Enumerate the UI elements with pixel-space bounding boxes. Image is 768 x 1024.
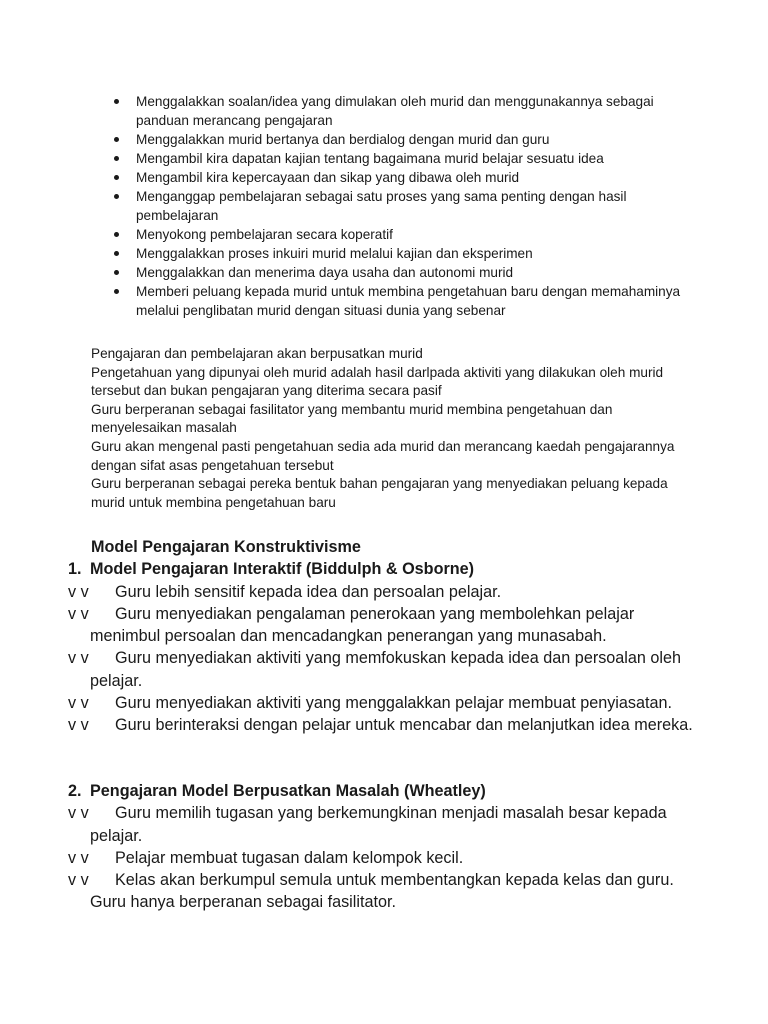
v-item xyxy=(68,581,708,603)
v-item xyxy=(68,869,708,914)
v-item-text: Guru menyediakan pengalaman penerokaan yang membolehkan pelajar menimbul persoalan dan mencadangkan penerangan yang munasabah. xyxy=(90,604,635,646)
bullet-item xyxy=(112,282,692,320)
bullet-text: Menggalakkan dan menerima daya usaha dan autonomi murid xyxy=(136,265,514,280)
bullet-list xyxy=(112,92,692,320)
v-marker-icon: v v xyxy=(68,582,89,601)
bullet-dot-icon xyxy=(114,175,119,180)
bullet-item xyxy=(112,244,692,263)
v-marker-icon: v v xyxy=(68,848,89,867)
bullet-text: Memberi peluang kepada murid untuk membina pengetahuan baru dengan memahaminya melalui penglibatan murid dengan situasi dunia yang sebenar xyxy=(136,284,681,318)
v-marker-icon: v v xyxy=(68,604,89,623)
bullet-text: Mengambil kira dapatan kajian tentang bagaimana murid belajar sesuatu idea xyxy=(136,151,604,166)
paragraph: Guru berperanan sebagai fasilitator yang membantu murid membina pengetahuan dan menyelesaikan masalah xyxy=(91,401,613,436)
v-item-text: Guru berinteraksi dengan pelajar untuk mencabar dan melanjutkan idea mereka. xyxy=(115,716,693,735)
bullet-text: Menggalakkan murid bertanya dan berdialog dengan murid dan guru xyxy=(136,132,550,147)
paragraph: Pengajaran dan pembelajaran akan berpusatkan murid xyxy=(91,346,423,361)
v-item-text: Kelas akan berkumpul semula untuk membentangkan kepada kelas dan guru. Guru hanya berperanan sebagai fasilitator. xyxy=(90,871,674,912)
paragraph: Guru akan mengenal pasti pengetahuan sedia ada murid dan merancang kaedah pengajarannya dengan sifat asas pengetahuan tersebut xyxy=(91,438,675,473)
bullet-item xyxy=(112,92,692,130)
bullet-dot-icon xyxy=(114,194,119,199)
section-subtitle-text: Model Pengajaran Interaktif (Biddulph & Osborne) xyxy=(90,560,475,579)
section-title: Model Pengajaran Konstruktivisme xyxy=(91,538,361,556)
v-item-text: Guru menyediakan aktiviti yang memfokuskan kepada idea dan persoalan oleh pelajar. xyxy=(90,649,682,690)
bullet-item xyxy=(112,168,692,187)
v-item-text: Guru menyediakan aktiviti yang menggalakkan pelajar membuat penyiasatan. xyxy=(115,694,672,713)
v-item xyxy=(68,647,708,692)
bullet-item xyxy=(112,187,692,225)
v-item-text: Pelajar membuat tugasan dalam kelompok kecil. xyxy=(115,848,464,867)
bullet-dot-icon xyxy=(114,232,119,237)
v-item-text: Guru lebih sensitif kepada idea dan persoalan pelajar. xyxy=(115,582,502,601)
bullet-dot-icon xyxy=(114,99,119,104)
paragraph-block xyxy=(91,345,691,512)
section-problem-centered-model xyxy=(68,780,708,914)
section-subtitle xyxy=(68,558,708,580)
bullet-item xyxy=(112,263,692,282)
v-marker-icon: v v xyxy=(68,871,89,890)
section-subtitle xyxy=(68,780,708,802)
bullet-dot-icon xyxy=(114,137,119,142)
section-number: 2. xyxy=(68,782,82,800)
v-item xyxy=(68,714,708,736)
bullet-dot-icon xyxy=(114,270,119,275)
bullet-text: Mengambil kira kepercayaan dan sikap yang dibawa oleh murid xyxy=(136,170,520,185)
v-item-text: Guru memilih tugasan yang berkemungkinan menjadi masalah besar kepada pelajar. xyxy=(90,804,667,845)
paragraph: Pengetahuan yang dipunyai oleh murid adalah hasil darlpada aktiviti yang dilakukan oleh murid tersebut dan bukan pengajaran yang diterima secara pasif xyxy=(91,364,664,399)
bullet-text: Menyokong pembelajaran secara koperatif xyxy=(136,227,393,242)
v-item xyxy=(68,603,708,648)
paragraph: Guru berperanan sebagai pereka bentuk bahan pengajaran yang menyediakan peluang kepada murid untuk membina pengetahuan baru xyxy=(91,476,668,510)
bullet-item xyxy=(112,149,692,168)
v-marker-icon: v v xyxy=(68,804,89,823)
bullet-item xyxy=(112,130,692,149)
v-marker-icon: v v xyxy=(68,649,89,668)
bullet-dot-icon xyxy=(114,289,119,294)
section-interactive-model xyxy=(68,536,708,737)
v-item xyxy=(68,847,708,869)
bullet-dot-icon xyxy=(114,251,119,256)
bullet-dot-icon xyxy=(114,156,119,161)
bullet-text: Menganggap pembelajaran sebagai satu proses yang sama penting dengan hasil pembelajaran xyxy=(136,189,627,223)
bullet-text: Menggalakkan proses inkuiri murid melalui kajian dan eksperimen xyxy=(136,246,533,261)
section-subtitle-text: Pengajaran Model Berpusatkan Masalah (Wheatley) xyxy=(90,782,486,800)
v-item xyxy=(68,802,708,847)
v-marker-icon: v v xyxy=(68,716,89,735)
v-item xyxy=(68,692,708,714)
v-marker-icon: v v xyxy=(68,694,89,713)
section-number: 1. xyxy=(68,560,82,579)
bullet-item xyxy=(112,225,692,244)
bullet-text: Menggalakkan soalan/idea yang dimulakan oleh murid dan menggunakannya sebagai panduan merancang pengajaran xyxy=(136,94,654,128)
